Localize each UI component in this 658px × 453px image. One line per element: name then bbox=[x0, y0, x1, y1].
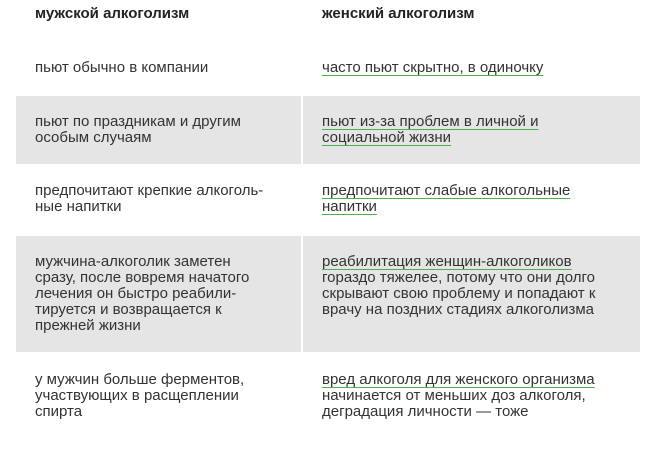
cell-text-line: мужчина-алкоголик заметен bbox=[35, 253, 231, 270]
male-cell bbox=[16, 164, 301, 236]
male-cell bbox=[16, 96, 301, 164]
cell-text-line: скрывают свою проблему и попадают к bbox=[322, 285, 596, 302]
article-link[interactable]: часто пьют скрытно, в одиночку bbox=[322, 59, 544, 76]
cell-text-line: тируется и возвращается к bbox=[35, 301, 222, 318]
cell-text-line: предпочитают крепкие алкоголь- bbox=[35, 182, 264, 199]
cell-text-line: особым случаям bbox=[35, 129, 152, 146]
header-male-alcoholism: мужской алкоголизм bbox=[35, 5, 190, 22]
cell-text-line: пьют по праздникам и другим bbox=[35, 113, 241, 130]
male-cell bbox=[16, 42, 301, 96]
article-link[interactable]: реабилитация женщин-алкоголиков bbox=[322, 253, 572, 270]
cell-text-line: участвующих в расщеплении bbox=[35, 387, 239, 404]
female-cell bbox=[303, 236, 640, 352]
cell-text-line: начинается от меньших доз алкоголя, bbox=[322, 387, 586, 404]
article-link[interactable]: напитки bbox=[322, 198, 377, 215]
cell-text-line: сразу, после вовремя начатого bbox=[35, 269, 250, 286]
table-row bbox=[16, 164, 640, 236]
cell-text-line: гораздо тяжелее, потому что они долго bbox=[322, 269, 595, 286]
cell-text-line: прежней жизни bbox=[35, 317, 141, 334]
comparison-table bbox=[16, 0, 640, 453]
cell-text-line: спирта bbox=[35, 403, 83, 420]
male-cell bbox=[16, 352, 301, 453]
table-row bbox=[16, 236, 640, 352]
female-cell bbox=[303, 42, 640, 96]
header-female-alcoholism: женский алкоголизм bbox=[322, 5, 475, 22]
article-link[interactable]: пьют из-за проблем в личной и bbox=[322, 113, 539, 130]
cell-text-line: ные напитки bbox=[35, 198, 122, 215]
female-cell bbox=[303, 164, 640, 236]
cell-text-line: у мужчин больше ферментов, bbox=[35, 371, 245, 388]
female-cell bbox=[303, 352, 640, 453]
table-row bbox=[16, 352, 640, 453]
female-cell bbox=[303, 96, 640, 164]
article-link[interactable]: предпочитают слабые алкогольные bbox=[322, 182, 571, 199]
table-header-row bbox=[16, 0, 640, 42]
cell-text-line: врачу на поздних стадиях алкоголизма bbox=[322, 301, 594, 318]
article-link[interactable]: социальной жизни bbox=[322, 129, 452, 146]
male-cell bbox=[16, 236, 301, 352]
cell-text-line: деградация личности — тоже bbox=[322, 403, 529, 420]
article-link[interactable]: вред алкоголя для женского организма bbox=[322, 371, 595, 388]
cell-text: пьют обычно в компании bbox=[35, 59, 209, 76]
table-row bbox=[16, 96, 640, 164]
table-row bbox=[16, 42, 640, 96]
cell-text-line: лечения он быстро реабили- bbox=[35, 285, 237, 302]
